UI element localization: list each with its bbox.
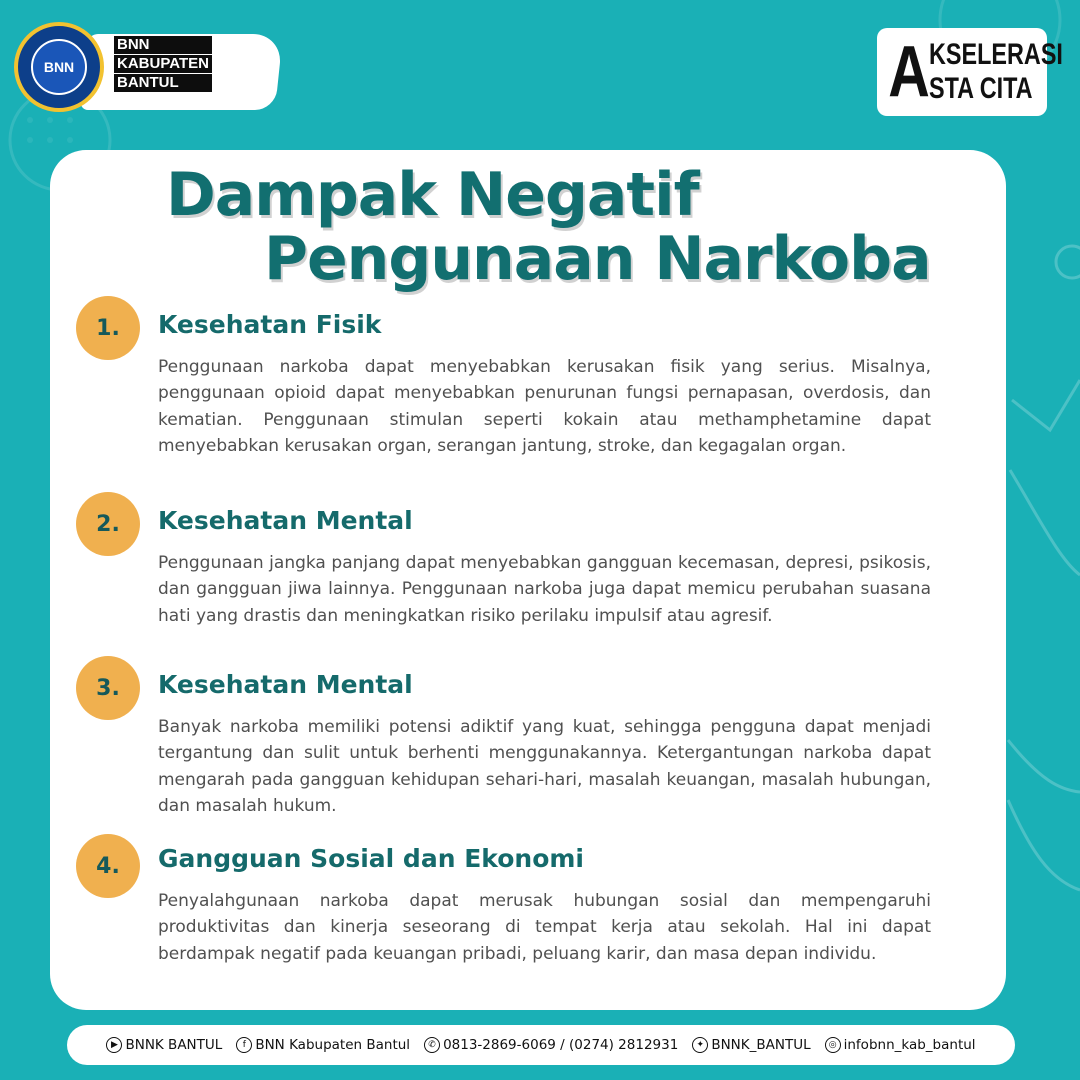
org-line-3: BANTUL xyxy=(114,74,212,92)
item-body: Penggunaan narkoba dapat menyebabkan kerusakan fisik yang serius. Misalnya, penggunaan opioid dapat menyebabkan penurunan fungsi pernapasan, overdosis, dan kematian. Penggunaan stimulan seperti kokain atau methamphetamine dapat menyebabkan kerusakan organ, serangan jantung, stroke, dan kegagalan organ. xyxy=(158,357,931,456)
org-line-1: BNN xyxy=(114,36,212,54)
item-body: Penyalahgunaan narkoba dapat merusak hubungan sosial dan mempengaruhi produktivitas dan kinerja seseorang di tempat kerja atau sekolah. Hal ini dapat berdampak negatif pada keuangan pribadi, peluang karir, dan masa depan individu. xyxy=(158,891,931,964)
whatsapp-link[interactable] xyxy=(424,1037,678,1053)
youtube-label: BNNK BANTUL xyxy=(125,1037,223,1053)
org-name xyxy=(114,36,212,92)
item-title: Kesehatan Mental xyxy=(158,506,413,535)
page-title-line-2: Pengunaan Narkoba xyxy=(264,224,931,294)
item-body: Penggunaan jangka panjang dapat menyebabkan gangguan kecemasan, depresi, psikosis, dan gangguan jiwa lainnya. Penggunaan narkoba juga dapat memicu perubahan suasana hati yang drastis dan meningkatkan risiko perilaku impulsif atau agresif. xyxy=(158,553,931,626)
item-title: Kesehatan Mental xyxy=(158,670,413,699)
social-footer xyxy=(67,1025,1015,1065)
item-number-badge: 3. xyxy=(76,656,140,720)
seal-text: BNN xyxy=(31,39,87,95)
twitter-label: BNNK_BANTUL xyxy=(711,1037,811,1053)
instagram-icon: ◎ xyxy=(825,1037,841,1053)
page-title-line-1: Dampak Negatif xyxy=(166,160,699,230)
facebook-link[interactable] xyxy=(236,1037,410,1053)
bnn-seal-icon xyxy=(14,22,104,112)
bnn-logo xyxy=(14,22,274,112)
whatsapp-icon: ✆ xyxy=(424,1037,440,1053)
item-number-badge: 4. xyxy=(76,834,140,898)
instagram-label: infobnn_kab_bantul xyxy=(843,1037,976,1053)
facebook-icon: f xyxy=(236,1037,252,1053)
item-number-badge: 2. xyxy=(76,492,140,556)
facebook-label: BNN Kabupaten Bantul xyxy=(255,1037,411,1053)
youtube-icon: ▶ xyxy=(106,1037,122,1053)
campaign-logo xyxy=(877,28,1063,116)
campaign-word-1: KSELERASI xyxy=(929,38,1063,71)
instagram-link[interactable] xyxy=(825,1037,976,1053)
item-title: Gangguan Sosial dan Ekonomi xyxy=(158,844,584,873)
phone-label: 0813-2869-6069 / (0274) 2812931 xyxy=(443,1037,679,1053)
content-card xyxy=(50,150,1006,1010)
item-body: Banyak narkoba memiliki potensi adiktif yang kuat, sehingga pengguna dapat menjadi tergantung dan sulit untuk berhenti menggunakannya. Ketergantungan narkoba dapat mengarah pada gangguan kehidupan sehari-hari, masalah keuangan, masalah hubungan, dan masalah hukum. xyxy=(158,717,931,816)
campaign-letter: A xyxy=(888,32,930,112)
campaign-word-2: STA CITA xyxy=(929,72,1033,105)
item-title: Kesehatan Fisik xyxy=(158,310,382,339)
twitter-link[interactable] xyxy=(692,1037,810,1053)
org-line-2: KABUPATEN xyxy=(114,55,212,73)
twitter-icon: ✦ xyxy=(692,1037,708,1053)
item-number-badge: 1. xyxy=(76,296,140,360)
youtube-link[interactable] xyxy=(106,1037,222,1053)
